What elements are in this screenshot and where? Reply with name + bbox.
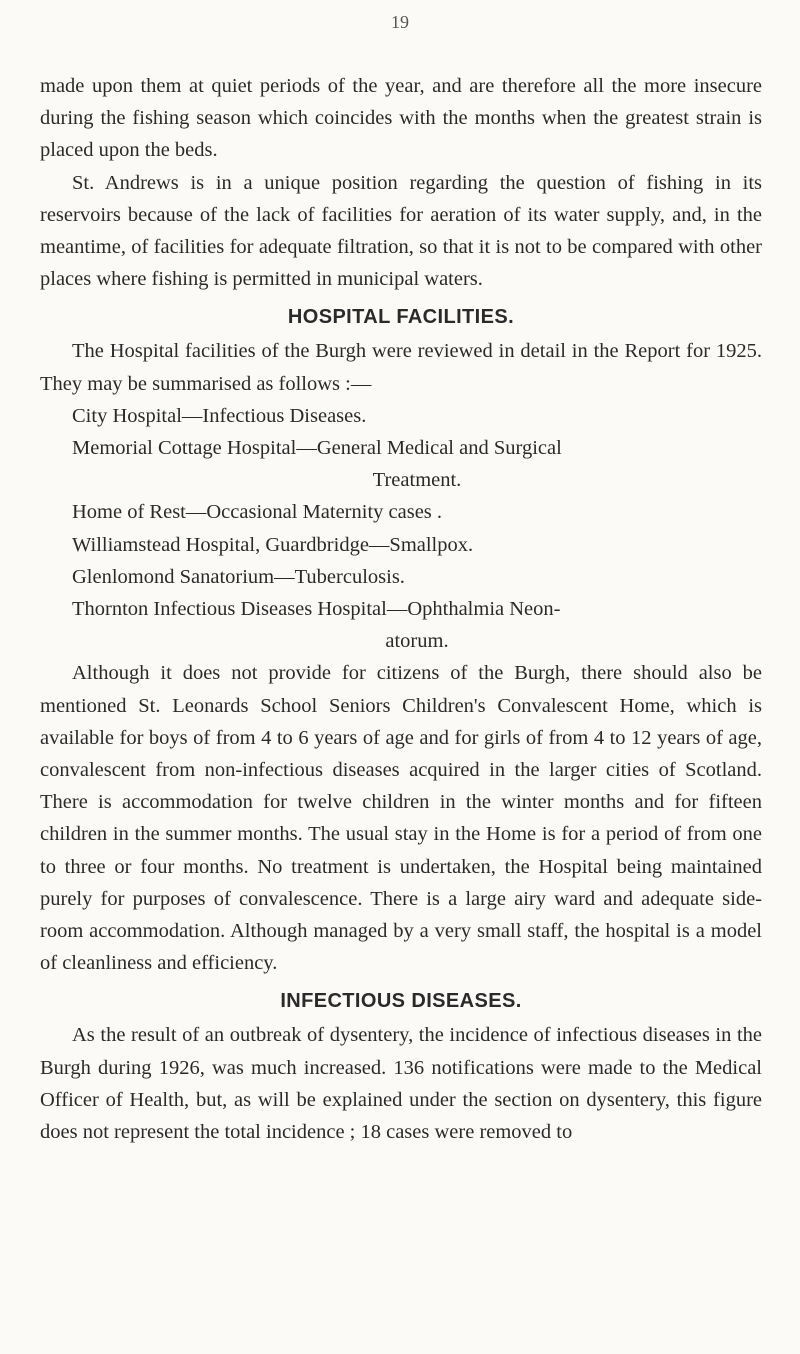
facility-item-thornton-hospital: [40, 593, 762, 657]
facility-text-continuation: atorum.: [385, 630, 449, 653]
convalescent-home-paragraph: Although it does not provide for citizens of the Burgh, there should also be mentioned St. Leonards School Seniors Children's Convalescent Home, which is available for boys of from 4 to 6 years of age and for girls of from 4 to 12 years of age, convalescent from non-infectious diseases acquired in the larger cities of Scotland. There is accommodation for twelve children in the winter months and for fifteen children in the summer months. The usual stay in the Home is for a period of from one to three or four months. No treatment is undertaken, the Hospital being maintained purely for purposes of convalescence. There is a large airy ward and adequate side-room accommodation. Although managed by a very small staff, the hospital is a model of cleanliness and efficiency.: [40, 662, 762, 975]
facility-text: City Hospital—Infectious Diseases.: [72, 404, 367, 427]
hospital-facilities-intro: The Hospital facilities of the Burgh were reviewed in detail in the Report for 1925. They may be summarised as follows :—: [40, 340, 762, 395]
infectious-diseases-heading: INFECTIOUS DISEASES.: [280, 990, 522, 1013]
intro-continuation-paragraph: made upon them at quiet periods of the year, and are therefore all the more insecure during the fishing season which coincides with the months when the greatest strain is placed upon the beds.: [40, 75, 762, 162]
facility-text: Home of Rest—Occasional Maternity cases .: [72, 501, 443, 524]
hospital-facilities-heading: HOSPITAL FACILITIES.: [287, 306, 515, 329]
facility-text: Williamstead Hospital, Guardbridge—Smallpox.: [72, 533, 474, 556]
facility-item-memorial-cottage-hospital: [40, 432, 762, 496]
facility-item-williamstead-hospital: [40, 529, 762, 561]
page-body: [40, 70, 762, 1148]
hospital-facility-list: [40, 400, 762, 658]
infectious-diseases-paragraph: As the result of an outbreak of dysentery, the incidence of infectious diseases in the Burgh during 1926, was much increased. 136 notifications were made to the Medical Officer of Health, but, as will be explained under the section on dysentery, this figure does not represent the total incidence ; 18 cases were removed to: [40, 1024, 762, 1144]
facility-item-glenlomond-sanatorium: [40, 561, 762, 593]
facility-text-continuation: Treatment.: [372, 469, 462, 492]
st-andrews-fishing-paragraph: St. Andrews is in a unique position regarding the question of fishing in its reservoirs because of the lack of facilities for aeration of its water supply, and, in the meantime, of facilities for adequate filtration, so that it is not to be compared with other places where fishing is permitted in municipal waters.: [40, 171, 762, 291]
facility-item-city-hospital: [40, 400, 762, 432]
facility-item-home-of-rest: [40, 496, 762, 528]
facility-text: Thornton Infectious Diseases Hospital—Ophthalmia Neon-: [72, 598, 561, 621]
page-number: 19: [391, 12, 409, 32]
facility-text: Memorial Cottage Hospital—General Medical and Surgical: [72, 437, 562, 460]
facility-text: Glenlomond Sanatorium—Tuberculosis.: [72, 565, 405, 588]
